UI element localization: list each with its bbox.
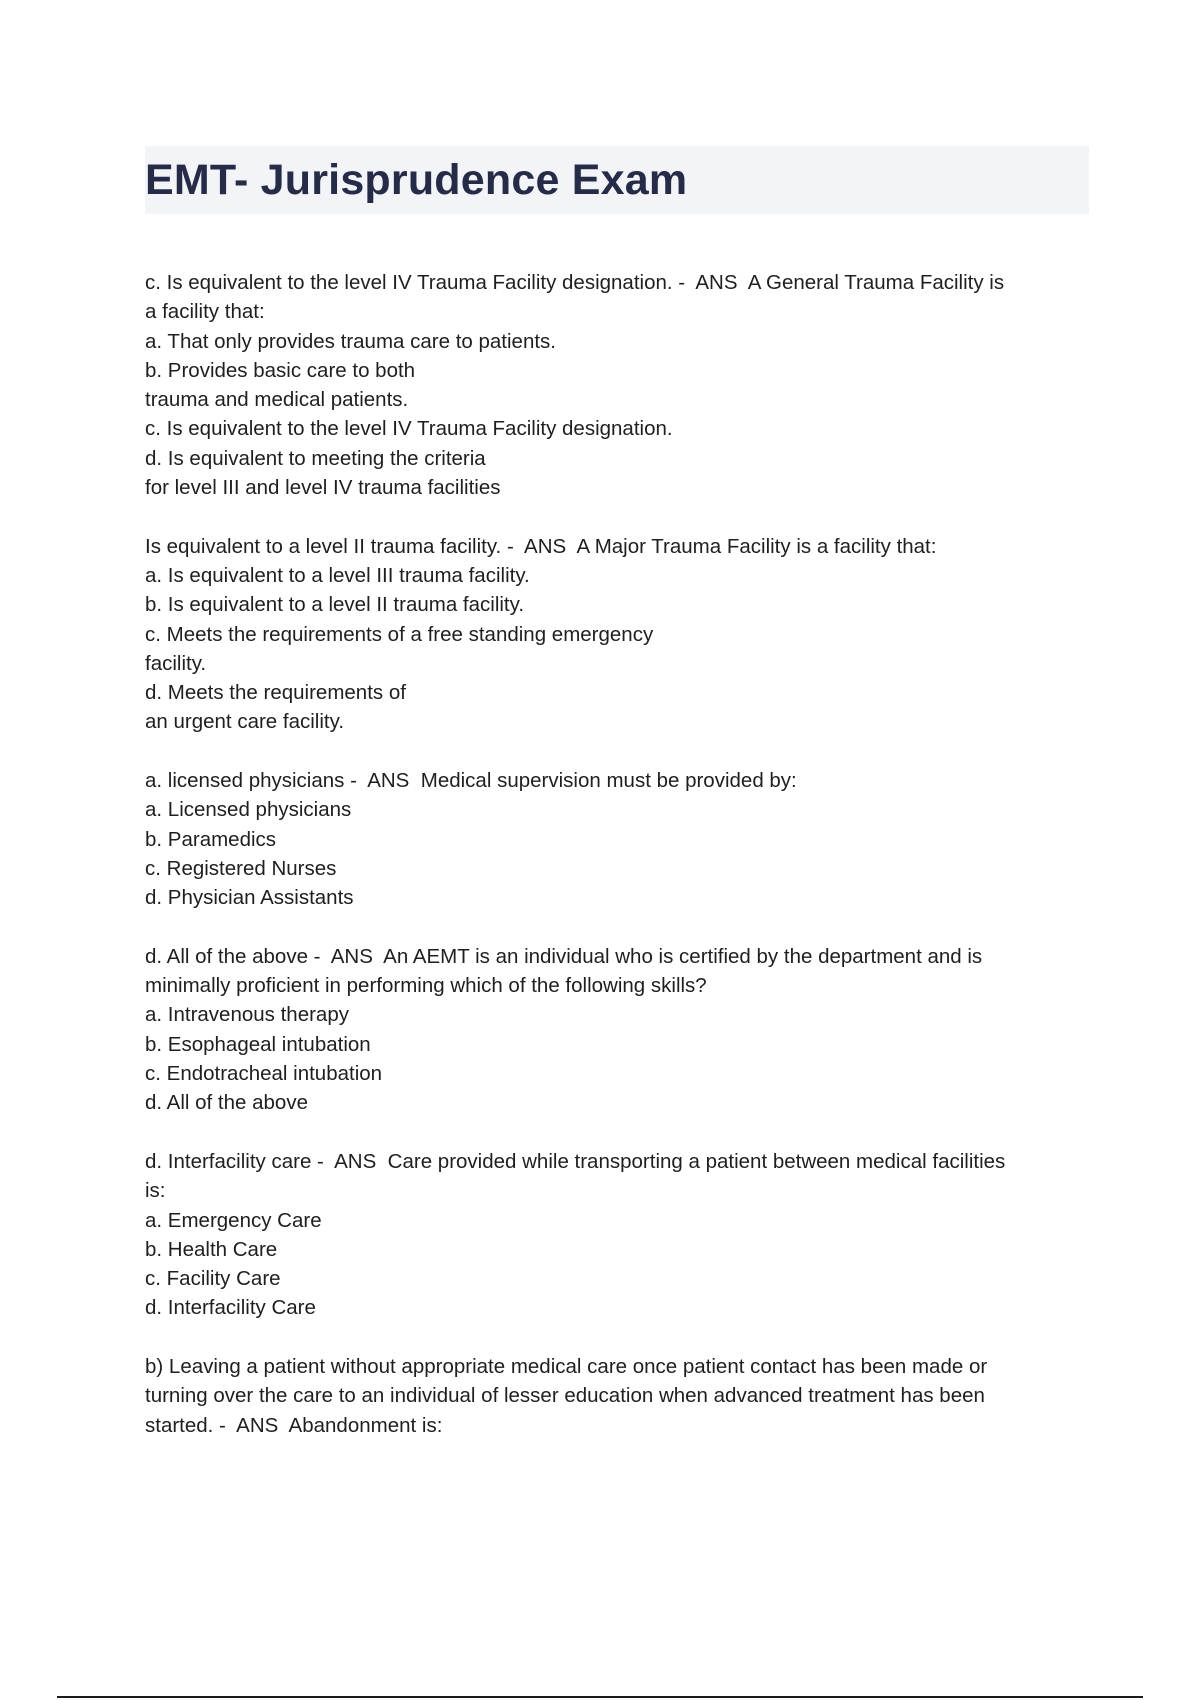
qa-line: minimally proficient in performing which of the following skills? <box>145 974 707 998</box>
qa-item <box>145 1147 1089 1323</box>
qa-line: a. Intravenous therapy <box>145 1003 349 1027</box>
qa-line: d. All of the above <box>145 1091 308 1115</box>
qa-line: a. Licensed physicians <box>145 798 352 822</box>
qa-line: c. Is equivalent to the level IV Trauma Facility designation. - ANS A General Trauma Facility is <box>145 271 1005 294</box>
qa-line: d. Physician Assistants <box>145 886 354 910</box>
qa-line: b. Is equivalent to a level II trauma facility. <box>145 593 525 617</box>
qa-line: b) Leaving a patient without appropriate medical care once patient contact has been made or <box>145 1354 988 1378</box>
qa-item <box>145 268 1089 502</box>
qa-line: turning over the care to an individual of lesser education when advanced treatment has been <box>145 1384 985 1408</box>
qa-item <box>145 532 1089 737</box>
qa-line: trauma and medical patients. <box>145 388 409 412</box>
qa-line: is: <box>145 1179 166 1203</box>
qa-item <box>145 942 1089 1118</box>
qa-line: c. Endotracheal intubation <box>145 1062 383 1086</box>
document-title: EMT- Jurisprudence Exam <box>145 156 688 204</box>
qa-line: for level III and level IV trauma facilities <box>145 476 501 500</box>
qa-line: c. Registered Nurses <box>145 856 337 880</box>
qa-line: b. Health Care <box>145 1237 278 1261</box>
qa-line: Is equivalent to a level II trauma facility. - ANS A Major Trauma Facility is a facility that: <box>145 534 937 558</box>
qa-item <box>145 766 1089 912</box>
qa-line: b. Paramedics <box>145 827 277 851</box>
qa-line: c. Is equivalent to the level IV Trauma Facility designation. <box>145 417 673 441</box>
qa-line: facility. <box>145 651 207 675</box>
qa-line: d. Meets the requirements of <box>145 681 406 705</box>
qa-line: an urgent care facility. <box>145 710 345 734</box>
qa-item <box>145 1352 1089 1440</box>
qa-line: a. That only provides trauma care to patients. <box>145 329 556 353</box>
qa-line: a. Is equivalent to a level III trauma facility. <box>145 563 530 587</box>
qa-line: d. Interfacility Care <box>145 1296 316 1320</box>
qa-line: c. Facility Care <box>145 1267 281 1291</box>
qa-list <box>145 268 1089 1469</box>
qa-line: c. Meets the requirements of a free standing emergency <box>145 622 654 646</box>
qa-line: b. Esophageal intubation <box>145 1032 371 1056</box>
qa-line: a. licensed physicians - ANS Medical supervision must be provided by: <box>145 769 797 793</box>
title-band <box>145 146 1089 214</box>
footer-divider <box>57 1696 1143 1698</box>
qa-line: b. Provides basic care to both <box>145 358 416 382</box>
qa-line: a facility that: <box>145 300 265 324</box>
qa-line: d. All of the above - ANS An AEMT is an individual who is certified by the department and is <box>145 944 983 968</box>
qa-line: started. - ANS Abandonment is: <box>145 1413 443 1437</box>
qa-line: d. Is equivalent to meeting the criteria <box>145 446 486 470</box>
qa-line: d. Interfacility care - ANS Care provided while transporting a patient between medical facilities <box>145 1149 1006 1173</box>
qa-line: a. Emergency Care <box>145 1208 322 1232</box>
